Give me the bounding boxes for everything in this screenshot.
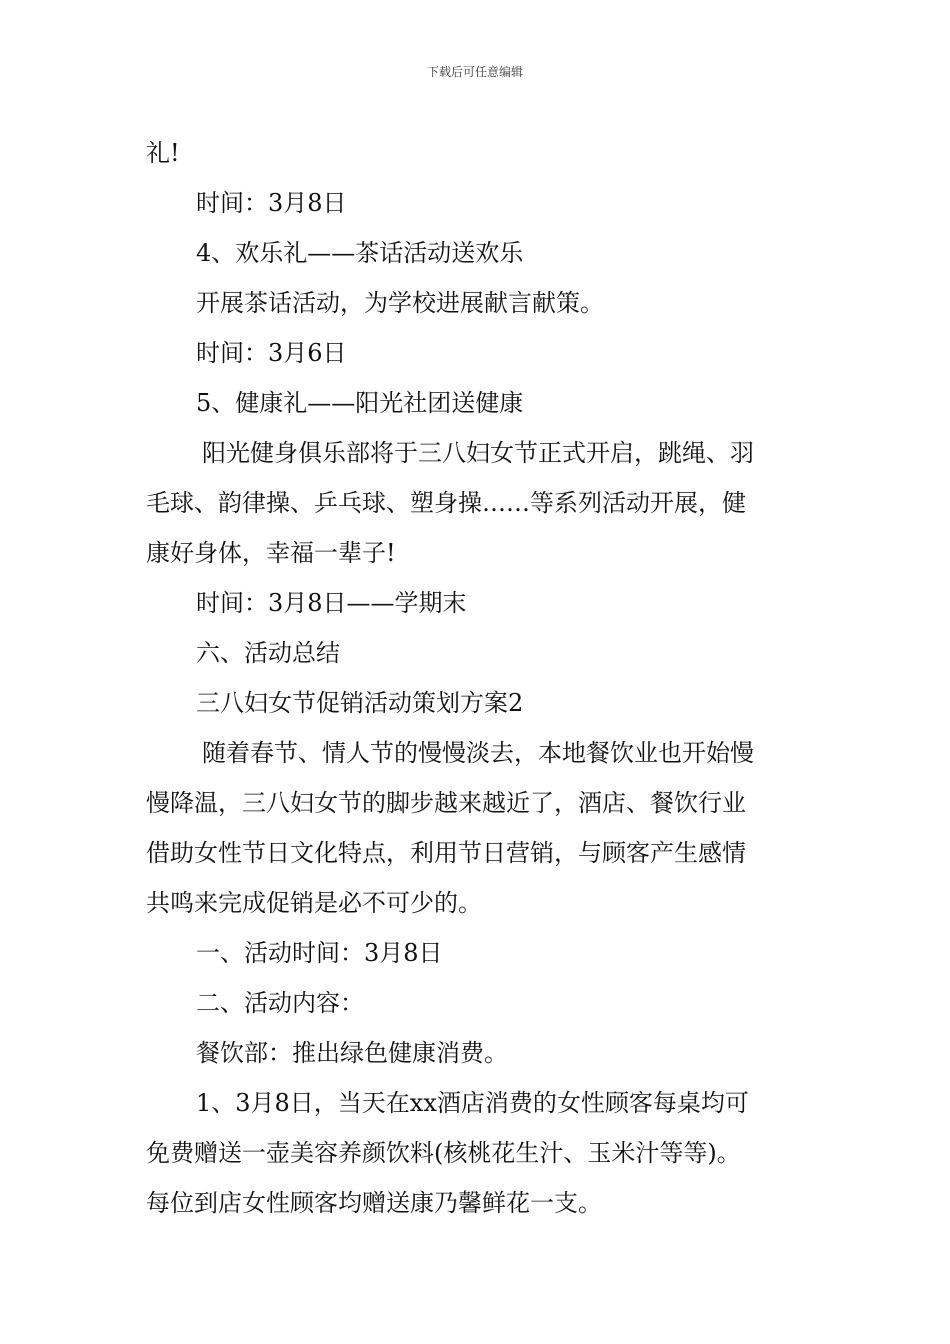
text-line: 毛球、韵律操、乒乓球、塑身操……等系列活动开展，健	[146, 489, 746, 517]
text-line: 一、活动时间：3月8日	[196, 939, 443, 967]
text-line: 时间：3月6日	[196, 339, 347, 367]
text-line: 二、活动内容：	[196, 989, 364, 1017]
text-line: 六、活动总结	[196, 639, 340, 667]
text-line: 开展茶话活动，为学校进展献言献策。	[196, 289, 604, 317]
text-line: 随着春节、情人节的慢慢淡去，本地餐饮业也开始慢	[202, 739, 754, 767]
text-line: 每位到店女性顾客均赠送康乃馨鲜花一支。	[146, 1189, 602, 1217]
document-body	[146, 128, 810, 1228]
text-line: 康好身体，幸福一辈子!	[146, 539, 396, 567]
section-title: 三八妇女节促销活动策划方案2	[196, 689, 524, 717]
text-line: 慢降温，三八妇女节的脚步越来越近了，酒店、餐饮行业	[146, 789, 746, 817]
text-line: 阳光健身俱乐部将于三八妇女节正式开启，跳绳、羽	[202, 439, 754, 467]
text-line: 共鸣来完成促销是必不可少的。	[146, 889, 482, 917]
text-line: 4、欢乐礼——茶话活动送欢乐	[196, 239, 524, 267]
text-line: 时间：3月8日——学期末	[196, 589, 467, 617]
text-line: 1、3月8日，当天在xx酒店消费的女性顾客每桌均可	[196, 1089, 749, 1117]
text-line: 5、健康礼——阳光社团送健康	[196, 389, 524, 417]
text-line: 免费赠送一壶美容养颜饮料(核桃花生汁、玉米汁等等)。	[146, 1139, 741, 1167]
text-line: 礼!	[146, 139, 180, 167]
text-line: 时间：3月8日	[196, 189, 347, 217]
text-line: 借助女性节日文化特点，利用节日营销，与顾客产生感情	[146, 839, 746, 867]
page-header: 下载后可任意编辑	[426, 65, 523, 79]
text-line: 餐饮部：推出绿色健康消费。	[196, 1039, 508, 1067]
